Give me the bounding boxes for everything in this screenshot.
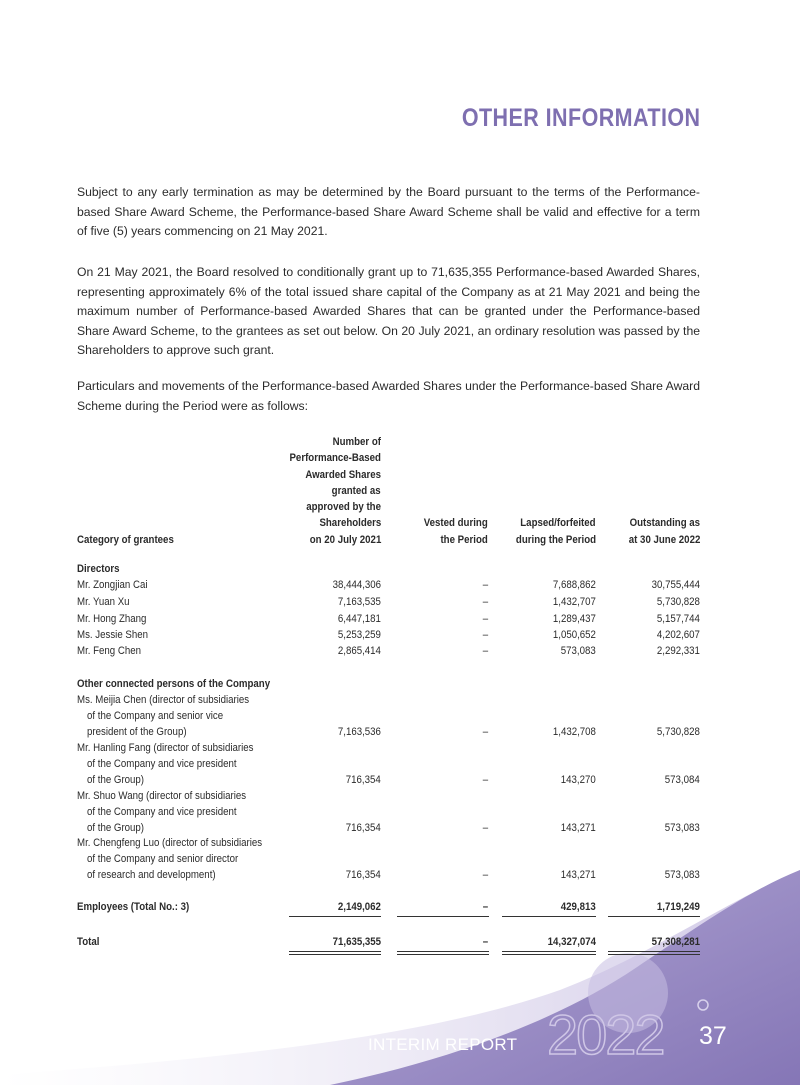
rule-outstanding bbox=[608, 916, 700, 917]
table-row: of the Group) 716,354 – 143,270 573,084 bbox=[87, 774, 700, 786]
rule-granted bbox=[289, 916, 381, 917]
header-category: Category of grantees bbox=[77, 533, 174, 546]
footer-year: 2022 bbox=[547, 1003, 664, 1066]
paragraph-term: Subject to any early termination as may be determined by the Board pursuant to the terms of the Performance-based Share Award Scheme, the Performance-based Share Award Scheme shall be valid and effective for a term of five (5) years commencing on 21 May 2021. bbox=[77, 185, 700, 238]
header-lapsed: Lapsed/forfeited during the Period bbox=[515, 517, 596, 546]
paragraph-grant: On 21 May 2021, the Board resolved to conditionally grant up to 71,635,355 Performance-based Awarded Shares, representing approximately 6% of the total issued share capital of the Company as at 21 May 2021 and being the maximum number of Performance-based Awarded Shares that can be granted under the Performance-based Share Award Scheme, to the grantees as set out below. On 20 July 2021, an ordinary resolution was passed by the Shareholders to approve such grant. bbox=[77, 265, 700, 357]
header-granted: Number of Performance-Based Awarded Shares granted as approved by the Shareholders on 20 July 2021 bbox=[289, 435, 381, 546]
paragraph-particulars: Particulars and movements of the Performance-based Awarded Shares under the Performance-based Share Award Scheme during the Period were as follows: bbox=[77, 379, 700, 413]
table-row: Mr. Yuan Xu 7,163,535 – 1,432,707 5,730,828 bbox=[77, 596, 700, 608]
table-row: of research and development) 716,354 – 143,271 573,083 bbox=[87, 869, 700, 881]
table-row: Ms. Jessie Shen 5,253,259 – 1,050,652 4,202,607 bbox=[77, 629, 700, 641]
header-vested: Vested during the Period bbox=[423, 517, 488, 546]
table-row-line: Mr. Chengfeng Luo (director of subsidiaries bbox=[77, 837, 263, 849]
page-title: OTHER INFORMATION bbox=[461, 104, 700, 132]
section-directors: Directors bbox=[77, 563, 120, 575]
table-row-line: of the Company and senior vice bbox=[87, 710, 224, 722]
header-outstanding: Outstanding as at 30 June 2022 bbox=[628, 517, 700, 546]
table-row-line: of the Company and senior director bbox=[87, 853, 239, 865]
table-row-line: of the Company and vice president bbox=[87, 758, 237, 770]
table-row: Mr. Feng Chen 2,865,414 – 573,083 2,292,331 bbox=[77, 645, 700, 657]
page-number: 37 bbox=[699, 1022, 727, 1050]
table-row-line: Ms. Meijia Chen (director of subsidiaries bbox=[77, 694, 250, 706]
double-rule-lapsed bbox=[502, 951, 596, 955]
table-row-total: Total 71,635,355 – 14,327,074 57,308,281 bbox=[77, 936, 700, 948]
table-row-employees: Employees (Total No.: 3) 2,149,062 – 429,813 1,719,249 bbox=[77, 901, 700, 913]
table-row: president of the Group) 7,163,536 – 1,432,708 5,730,828 bbox=[87, 726, 700, 738]
footer-report-label: INTERIM REPORT bbox=[368, 1035, 518, 1054]
double-rule-granted bbox=[289, 951, 381, 955]
table-header bbox=[77, 430, 700, 548]
section-connected-persons: Other connected persons of the Company bbox=[77, 678, 271, 690]
table-row: Mr. Zongjian Cai 38,444,306 – 7,688,862 30,755,444 bbox=[77, 579, 700, 591]
table-row: Mr. Hong Zhang 6,447,181 – 1,289,437 5,157,744 bbox=[77, 613, 700, 625]
table-row-line: Mr. Hanling Fang (director of subsidiaries bbox=[77, 742, 254, 754]
double-rule-vested bbox=[397, 951, 489, 955]
rule-vested bbox=[397, 916, 489, 917]
rule-lapsed bbox=[502, 916, 596, 917]
double-rule-outstanding bbox=[608, 951, 700, 955]
table-row-line: of the Company and vice president bbox=[87, 806, 237, 818]
table-row: of the Group) 716,354 – 143,271 573,083 bbox=[87, 822, 700, 834]
table-row-line: Mr. Shuo Wang (director of subsidiaries bbox=[77, 790, 247, 802]
